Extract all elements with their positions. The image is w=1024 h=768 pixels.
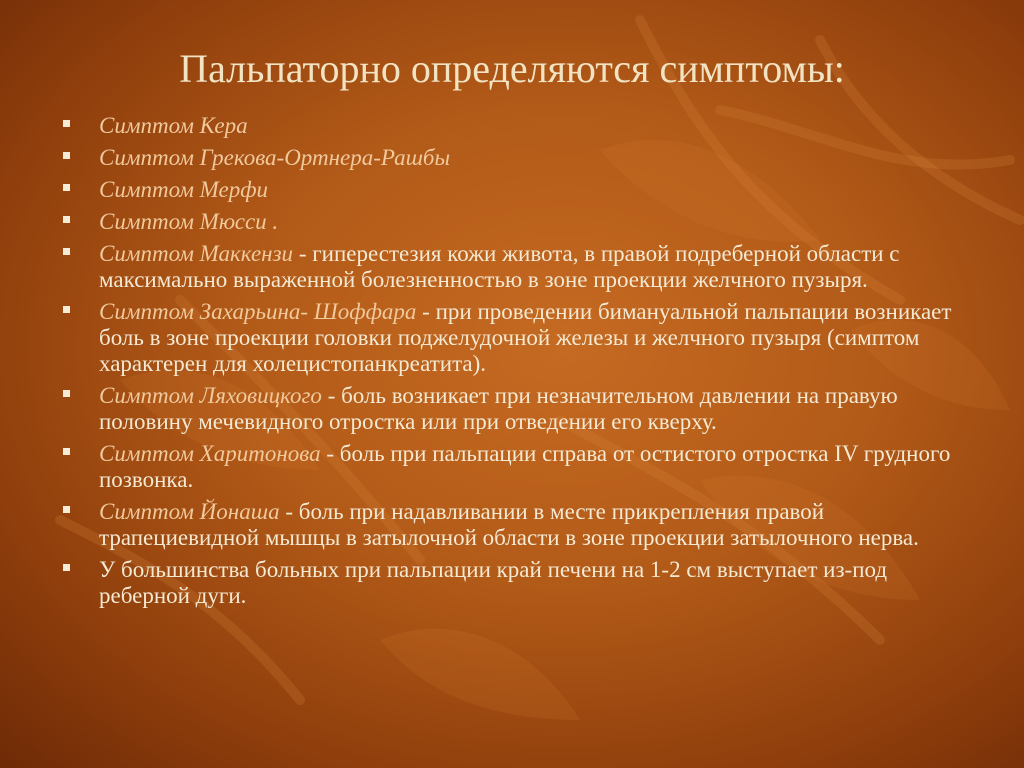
square-bullet-icon [63, 216, 70, 223]
symptom-description: - боль при пальпации справа от остистого отростка IV грудного позвонка. [99, 441, 951, 492]
symptom-list [56, 113, 976, 615]
symptom-item [56, 299, 976, 377]
symptom-item [56, 113, 976, 139]
square-bullet-icon [63, 506, 70, 513]
square-bullet-icon [63, 120, 70, 127]
symptom-name: Симптом Мерфи [99, 177, 269, 202]
symptom-item [56, 241, 976, 293]
square-bullet-icon [63, 184, 70, 191]
square-bullet-icon [63, 248, 70, 255]
symptom-description: - боль возникает при незначительном давлении на правую половину мечевидного отростка или при отведении его кверху. [99, 383, 898, 434]
symptom-item [56, 145, 976, 171]
square-bullet-icon [63, 448, 70, 455]
square-bullet-icon [63, 390, 70, 397]
square-bullet-icon [63, 564, 70, 571]
square-bullet-icon [63, 306, 70, 313]
symptom-name: Симптом Грекова-Ортнера-Рашбы [99, 145, 451, 170]
symptom-name: Симптом Йонаша [99, 499, 280, 524]
slide-title: Пальпаторно определяются симптомы: [179, 46, 845, 91]
symptom-name: Симптом Ляховицкого [99, 383, 322, 408]
symptom-name: Симптом Захарьина- Шоффара [99, 299, 417, 324]
symptom-name: Симптом Харитонова [99, 441, 321, 466]
symptom-item [56, 177, 976, 203]
symptom-name: Симптом Кера [99, 113, 248, 138]
symptom-item [56, 557, 976, 609]
symptom-name: Симптом Мюсси . [99, 209, 279, 234]
symptom-item [56, 383, 976, 435]
square-bullet-icon [63, 152, 70, 159]
symptom-item [56, 441, 976, 493]
symptom-item [56, 209, 976, 235]
symptom-description: - при проведении бимануальной пальпации возникает боль в зоне проекции головки поджелудочной железы и желчного пузыря (симптом характерен для холецистопанкреатита). [99, 299, 952, 376]
symptom-name: Симптом Маккензи [99, 241, 294, 266]
symptom-description: У большинства больных при пальпации край печени на 1-2 см выступает из-под реберной дуги. [99, 557, 888, 608]
symptom-description: - боль при надавливании в месте прикрепления правой трапециевидной мышцы в затылочной области в зоне проекции затылочного нерва. [99, 499, 919, 550]
symptom-item [56, 499, 976, 551]
symptom-description: - гиперестезия кожи живота, в правой подреберной области с максимально выраженной болезненностью в зоне проекции желчного пузыря. [99, 241, 900, 292]
